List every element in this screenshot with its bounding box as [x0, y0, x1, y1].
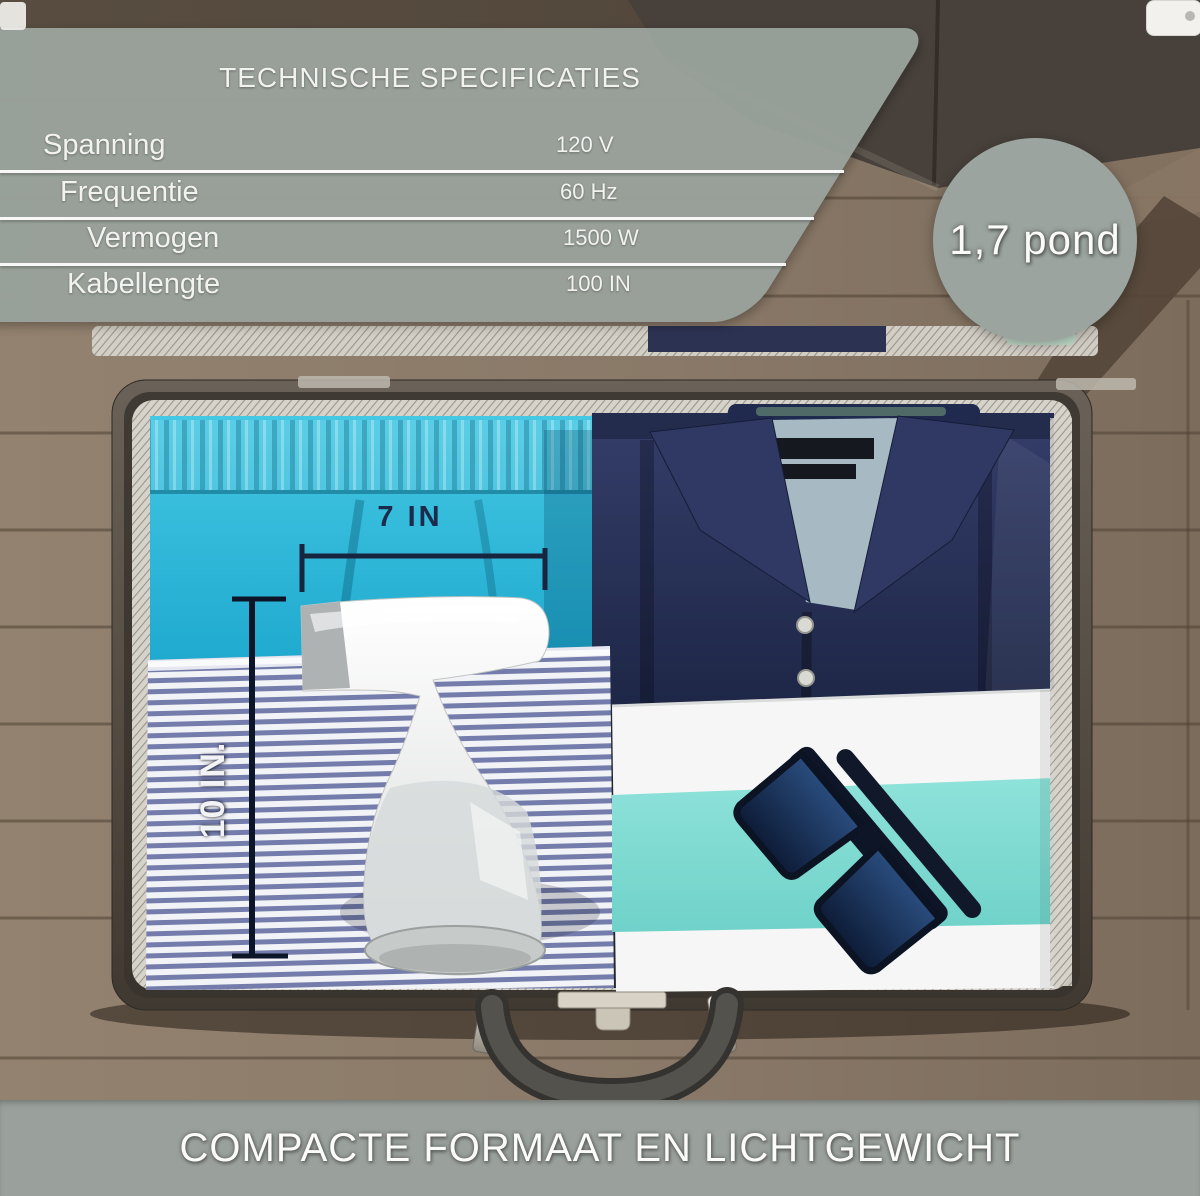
shirt-button	[798, 670, 814, 686]
footer-caption-bar	[0, 1100, 1200, 1196]
lid-lining-strip	[92, 326, 1098, 356]
chip-dot-icon	[1185, 11, 1195, 21]
weight-badge	[933, 138, 1137, 342]
spec-row-label-frequentie: Frequentie	[60, 176, 199, 208]
spec-separator	[0, 263, 786, 266]
height-dimension-label: 10 IN.	[194, 741, 232, 839]
hinge-left	[298, 376, 390, 388]
navy-shirt	[592, 404, 1054, 713]
spec-row-label-kabellengte: Kabellengte	[67, 268, 221, 300]
photo-corner-artifact	[0, 2, 26, 30]
spec-row-value-vermogen: 1500 W	[563, 225, 639, 250]
spec-panel-title: TECHNISCHE SPECIFICATIES	[219, 62, 641, 93]
hinge-right	[1056, 378, 1136, 390]
footer-caption-text: COMPACTE FORMAAT EN LICHTGEWICHT	[179, 1125, 1021, 1170]
spec-row-label-vermogen: Vermogen	[87, 222, 220, 254]
width-dimension-label: 7 IN	[377, 501, 443, 533]
spec-separator	[0, 170, 844, 173]
spec-row-label-spanning: Spanning	[43, 129, 166, 161]
spec-row-value-kabellengte: 100 IN	[566, 271, 631, 296]
spec-row-value-spanning: 120 V	[556, 132, 614, 157]
weight-badge-text: 1,7 pond	[949, 216, 1121, 263]
photo-corner-chip	[1146, 0, 1200, 36]
spec-row-value-frequentie: 60 Hz	[560, 179, 618, 204]
shirt-button	[797, 617, 813, 633]
spec-separator	[0, 217, 814, 220]
